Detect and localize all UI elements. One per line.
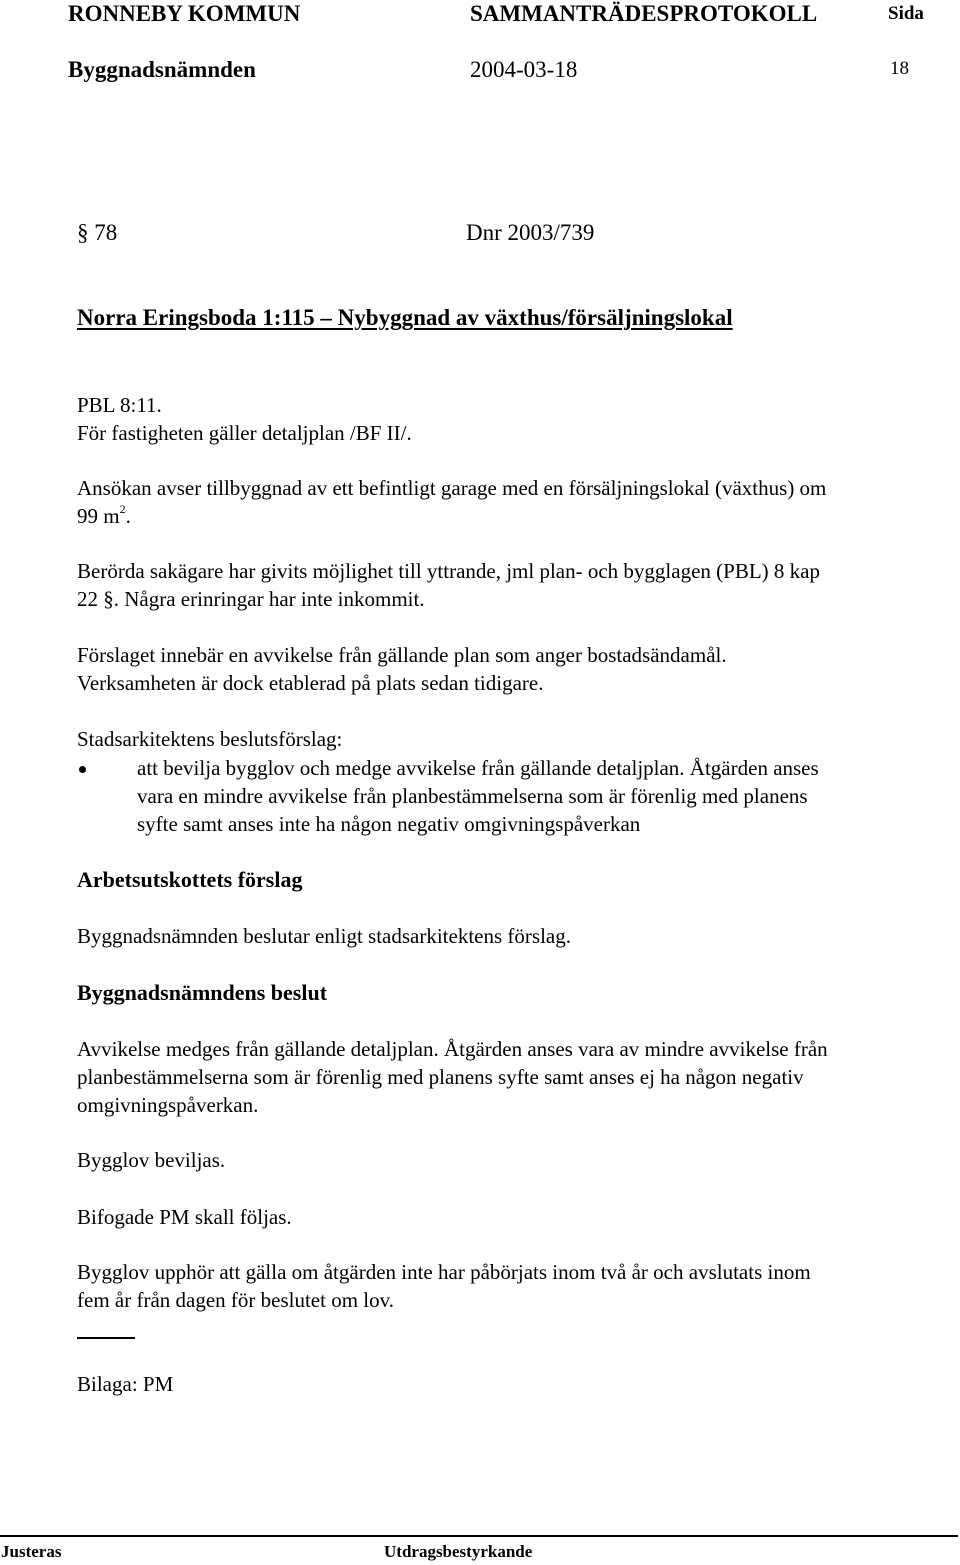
committee-text: Byggnadsnämnden beslutar enligt stadsarkitektens förslag. [77,924,571,948]
board-name: Byggnadsnämnden [68,57,256,82]
paragraph-number: § 78 [77,220,118,245]
attachment-note: Bilaga: PM [77,1372,174,1396]
application-area: 99 m [77,504,120,528]
permit-granted: Bygglov beviljas. [77,1148,226,1172]
expiry-line-2: fem år från dagen för beslutet om lov. [77,1288,395,1312]
bullet-icon [79,766,86,773]
application-line-1: Ansökan avser tillbyggnad av ett befintligt garage med en försäljningslokal (växthus) om [77,476,827,500]
diary-number: Dnr 2003/739 [466,220,595,245]
decision-line-2: planbestämmelserna som är förenlig med planens syfte samt anses ej ha någon negativ [77,1065,804,1089]
municipality-name: RONNEBY KOMMUN [68,1,301,26]
architect-bullet-line-1: att bevilja bygglov och medge avvikelse från gällande detaljplan. Åtgärden anses [137,756,819,780]
pbl-reference: PBL 8:11. [77,393,162,417]
expiry-line-1: Bygglov upphör att gälla om åtgärden inte har påbörjats inom två år och avslutats inom [77,1260,811,1284]
neighbours-line-2: 22 §. Några erinringar har inte inkommit. [77,587,425,611]
application-line-2 [77,504,131,529]
decision-heading: Byggnadsnämndens beslut [77,980,328,1005]
page-label: Sida [888,3,924,24]
proposal-line-2: Verksamheten är dock etablerad på plats sedan tidigare. [77,671,544,695]
decision-line-1: Avvikelse medges från gällande detaljplan. Åtgärden anses vara av mindre avvikelse från [77,1037,828,1061]
proposal-line-1: Förslaget innebär en avvikelse från gällande plan som anger bostadsändamål. [77,643,727,667]
footer-justeras: Justeras [1,1542,62,1561]
pm-note: Bifogade PM skall följas. [77,1205,292,1229]
separator-rule [77,1337,135,1339]
meeting-date: 2004-03-18 [470,57,578,82]
footer-utdragsbestyrkande: Utdragsbestyrkande [384,1542,533,1561]
application-end: . [125,504,131,528]
architect-heading: Stadsarkitektens beslutsförslag: [77,727,343,751]
decision-line-3: omgivningspåverkan. [77,1093,259,1117]
case-title: Norra Eringsboda 1:115 – Nybyggnad av växthus/försäljningslokal [77,305,733,330]
plan-text: För fastigheten gäller detaljplan /BF II/. [77,421,412,445]
footer-rule [0,1535,958,1537]
neighbours-line-1: Berörda sakägare har givits möjlighet till yttrande, jml plan- och bygglagen (PBL) 8 kap [77,559,820,583]
committee-heading: Arbetsutskottets förslag [77,867,303,892]
page-number: 18 [890,58,909,79]
architect-bullet-line-2: vara en mindre avvikelse från planbestämmelserna som är förenlig med planens [137,784,808,808]
architect-bullet-line-3: syfte samt anses inte ha någon negativ omgivningspåverkan [137,812,641,836]
document-type: SAMMANTRÄDESPROTOKOLL [470,1,818,26]
area-exponent: 2 [119,502,126,516]
